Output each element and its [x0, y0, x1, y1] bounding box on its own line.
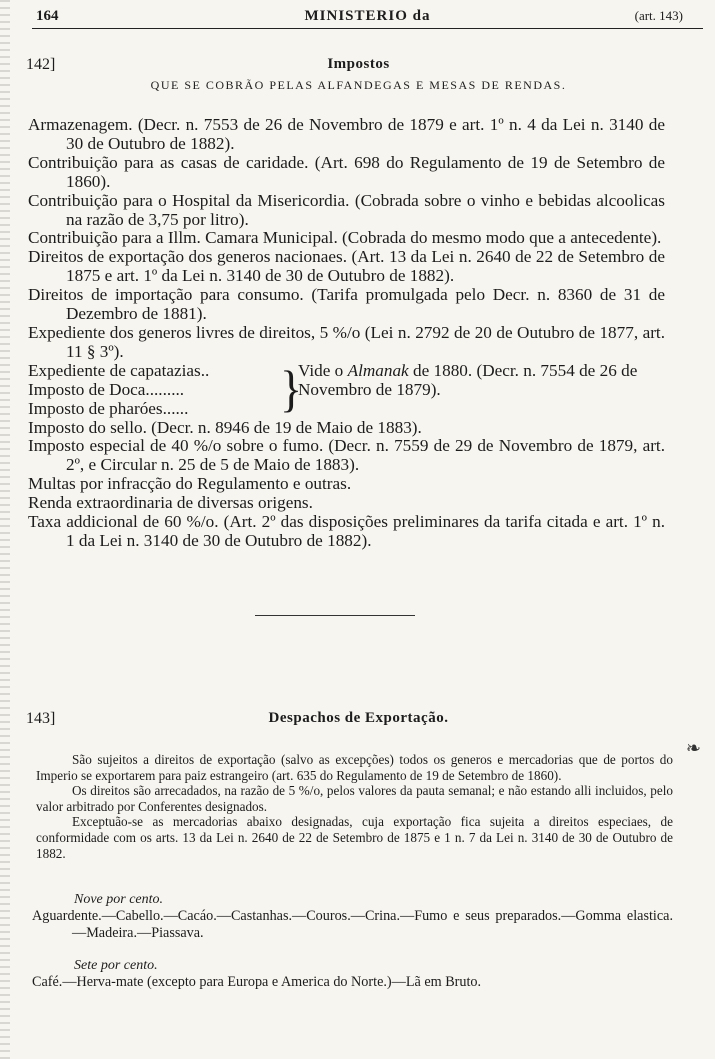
category-label: Sete por cento. [74, 958, 158, 973]
section-divider [255, 615, 415, 616]
category-nine-percent [32, 892, 673, 942]
list-item: Imposto de Doca......... [28, 379, 185, 399]
list-item: Multas por infracção do Regulamento e outras. [28, 474, 352, 494]
paragraph: São sujeitos a direitos de exportação (salvo as excepções) todos os generos e mercadorias que de portos do Imperio se exportarem para paiz estrangeiro (art. 635 do Regulamento de 19 de Setembro de 1860). [36, 752, 673, 783]
braced-group [28, 362, 665, 419]
list-item: Expediente de capatazias.. [28, 360, 210, 380]
list-item: Imposto especial de 40 %/o sobre o fumo. (Decr. n. 7559 de 29 de Novembro de 1879, art. 2º, e Circular n. 25 de 5 de Maio de 1883). [28, 436, 665, 475]
list-item: Expediente dos generos livres de direitos, 5 %/o (Lei n. 2792 de 20 de Outubro de 1877, art. 11 § 3º). [28, 322, 665, 361]
category-label: Nove por cento. [74, 892, 164, 907]
page-header [32, 6, 703, 29]
brace-glyph: } [280, 360, 303, 417]
note-suffix: de 1880. (Decr. n. 7554 de 26 de Novembro de 1879). [298, 360, 638, 399]
paragraph: Exceptuão-se as mercadorias abaixo designadas, cuja exportação fica sujeita a direitos especiaes, de conformidade com os arts. 13 da Lei n. 2640 de 22 de Setembro de 1875 e 1 n. 7 da Lei n. 3140 de 30 de Outubro de 1882. [36, 814, 673, 861]
paragraph: Os direitos são arrecadados, na razão de 5 %/o, pelos valores da pauta semanal; e não estando alli incluidos, pelo valor arbitrado por Conferentes designados. [36, 783, 673, 814]
running-title: MINISTERIO da [304, 8, 431, 24]
category-items: Café.—Herva-mate (excepto para Europa e America do Norte.)—Lã em Bruto. [32, 974, 482, 990]
list-item: Contribuição para a Illm. Camara Municipal. (Cobrada do mesmo modo que a antecedente). [28, 228, 662, 248]
taxes-list [28, 116, 665, 551]
list-item: Armazenagem. (Decr. n. 7553 de 26 de Novembro de 1879 e art. 1º n. 4 da Lei n. 3140 de 30 de Outubro de 1882). [28, 115, 665, 153]
list-item: Taxa addicional de 60 %/o. (Art. 2º das disposições preliminares da tarifa citada e art. 1º n. 1 da Lei n. 3140 de 30 de Outubro de 1882). [28, 512, 665, 550]
braced-note [296, 362, 665, 400]
section-title: Despachos de Exportação. [268, 710, 449, 726]
page-number: 164 [36, 8, 59, 24]
section-subtitle: QUE SE COBRÃO PELAS ALFANDEGAS E MESAS DE RENDAS. [150, 78, 567, 92]
note-italic: Almanak [347, 360, 409, 380]
article-reference: (art. 143) [634, 8, 683, 23]
section-number: 142] [26, 56, 56, 73]
braced-items [28, 362, 280, 419]
list-item: Direitos de exportação dos generos nacionaes. (Art. 13 da Lei n. 2640 de 22 de Setembro de 1875 e art. 1º da Lei n. 3140 de 30 de Outubro de 1882). [28, 247, 665, 286]
list-item: Direitos de importação para consumo. (Tarifa promulgada pelo Decr. n. 8360 de 31 de Dezembro de 1881). [28, 285, 665, 324]
section-142-heading [22, 56, 695, 92]
list-item: Renda extraordinaria de diversas origens. [28, 493, 313, 513]
list-item: Contribuição para o Hospital da Misericordia. (Cobrada sobre o vinho e bebidas alcoolicas na razão de 3,75 por litro). [28, 190, 665, 229]
category-seven-percent [32, 958, 673, 991]
ink-mark-icon: ❧ [685, 738, 701, 758]
category-items: Aguardente.—Cabello.—Cacáo.—Castanhas.—Couros.—Crina.—Fumo e seus preparados.—Gomma elastica.—Madeira.—Piassava. [32, 908, 673, 941]
list-item: Imposto de pharóes...... [28, 398, 189, 418]
list-item: Contribuição para as casas de caridade. (Art. 698 do Regulamento de 19 de Setembro de 1860). [28, 152, 665, 191]
list-item: Imposto do sello. (Decr. n. 8946 de 19 de Maio de 1883). [28, 417, 422, 437]
section-143-heading [22, 710, 695, 727]
scan-margin-texture [0, 0, 10, 1059]
section-title: Impostos [327, 56, 390, 72]
section-number: 143] [26, 710, 56, 727]
note-prefix: Vide o [298, 360, 348, 380]
section-143-body [36, 752, 673, 861]
